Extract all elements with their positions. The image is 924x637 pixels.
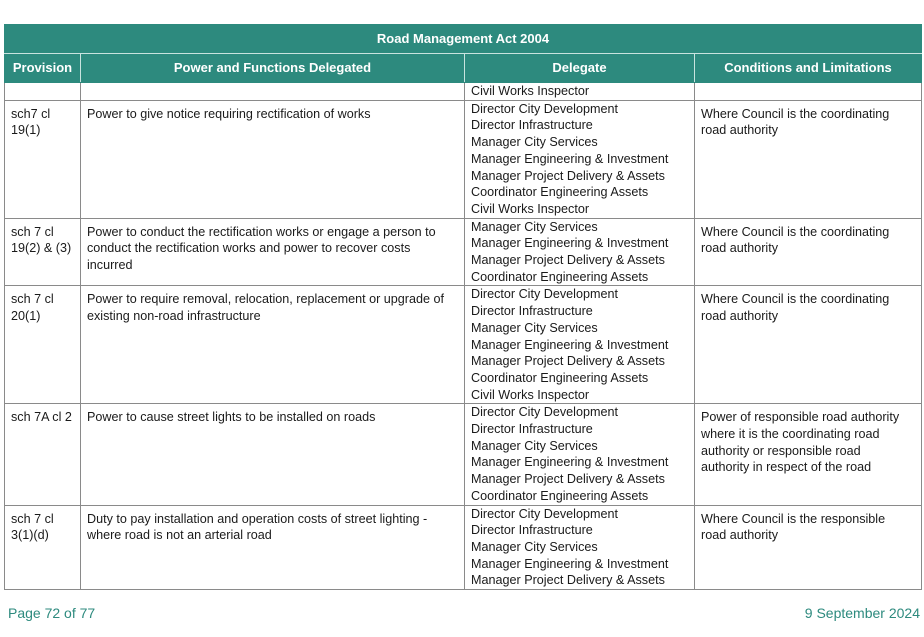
delegate-cell (465, 505, 695, 590)
page-number: Page 72 of 77 (8, 605, 96, 621)
provision-cell (5, 218, 81, 286)
table-row (5, 404, 922, 505)
conditions-cell (695, 100, 922, 218)
delegate-item: Director City Development (471, 506, 618, 521)
delegate-cell (465, 100, 695, 218)
delegate-cell (465, 404, 695, 505)
table-row (5, 218, 922, 286)
power-cell-text: Duty to pay installation and operation costs of street lighting - where road is not an arterial road (87, 511, 428, 543)
delegate-item: Manager Project Delivery & Assets (471, 472, 665, 487)
delegate-item: Director City Development (471, 287, 618, 302)
table-row (5, 286, 922, 404)
provision-cell-text: sch 7 cl 3(1)(d) (11, 511, 54, 543)
delegate-item: Coordinator Engineering Assets (471, 185, 649, 200)
header-conditions: Conditions and Limitations (695, 54, 922, 83)
power-cell (81, 83, 465, 101)
provision-cell (5, 83, 81, 101)
delegate-item: Manager City Services (471, 320, 598, 335)
power-cell (81, 404, 465, 505)
power-cell (81, 100, 465, 218)
conditions-cell-text: Where Council is the coordinating road authority (701, 106, 890, 138)
provision-cell-text: sch7 cl 19(1) (11, 106, 51, 138)
delegate-item: Manager Project Delivery & Assets (471, 168, 665, 183)
table-title: Road Management Act 2004 (5, 25, 922, 54)
conditions-cell (695, 83, 922, 101)
provision-cell (5, 100, 81, 218)
power-cell (81, 505, 465, 590)
delegate-item: Director Infrastructure (471, 422, 593, 437)
power-cell (81, 286, 465, 404)
delegate-item: Manager City Services (471, 135, 598, 150)
provision-cell-text: sch 7 cl 19(2) & (3) (11, 224, 72, 256)
header-delegate: Delegate (465, 54, 695, 83)
conditions-cell (695, 505, 922, 590)
power-cell-text: Power to conduct the rectification works or engage a person to conduct the rectification works and power to recover costs incurred (87, 224, 436, 273)
conditions-cell (695, 286, 922, 404)
delegate-item: Civil Works Inspector (471, 387, 590, 402)
delegate-item: Director City Development (471, 405, 618, 420)
provision-cell (5, 505, 81, 590)
delegate-item: Coordinator Engineering Assets (471, 488, 649, 503)
delegate-cell (465, 218, 695, 286)
conditions-cell-text: Where Council is the responsible road authority (701, 511, 886, 543)
conditions-cell (695, 404, 922, 505)
delegate-item: Manager City Services (471, 219, 598, 234)
delegate-item: Coordinator Engineering Assets (471, 269, 649, 284)
delegate-item: Director Infrastructure (471, 118, 593, 133)
provision-cell-text: sch 7 cl 20(1) (11, 292, 54, 324)
power-cell (81, 218, 465, 286)
delegate-item: Manager Engineering & Investment (471, 337, 669, 352)
delegate-item: Manager City Services (471, 438, 598, 453)
delegate-cell (465, 286, 695, 404)
conditions-cell-text: Where Council is the coordinating road authority (701, 224, 890, 256)
power-cell-text: Power to give notice requiring rectification of works (87, 106, 371, 121)
delegate-item: Civil Works Inspector (471, 201, 590, 216)
table-row (5, 100, 922, 218)
conditions-cell (695, 218, 922, 286)
table-row-continuation (5, 83, 922, 101)
delegation-table (4, 24, 922, 590)
delegate-item: Manager Project Delivery & Assets (471, 573, 665, 588)
provision-cell (5, 286, 81, 404)
delegate-item: Coordinator Engineering Assets (471, 370, 649, 385)
delegate-item: Manager Engineering & Investment (471, 151, 669, 166)
footer-date: 9 September 2024 (804, 605, 920, 621)
power-cell-text: Power to require removal, relocation, replacement or upgrade of existing non-road infrastructure (87, 292, 445, 324)
provision-cell-text: sch 7A cl 2 (11, 410, 72, 425)
delegate-item: Manager Engineering & Investment (471, 236, 669, 251)
header-provision: Provision (5, 54, 81, 83)
power-cell-text: Power to cause street lights to be installed on roads (87, 410, 376, 425)
delegate-item: Director Infrastructure (471, 523, 593, 538)
delegate-item: Civil Works Inspector (471, 84, 590, 98)
delegate-item: Manager Engineering & Investment (471, 455, 669, 470)
header-power: Power and Functions Delegated (81, 54, 465, 83)
provision-cell (5, 404, 81, 505)
delegate-item: Manager Engineering & Investment (471, 556, 669, 571)
delegate-item: Manager Project Delivery & Assets (471, 354, 665, 369)
conditions-cell-text: Where Council is the coordinating road authority (701, 292, 890, 324)
delegate-item: Manager City Services (471, 539, 598, 554)
delegate-item: Director City Development (471, 101, 618, 116)
delegate-cell (465, 83, 695, 101)
table-row (5, 505, 922, 590)
delegate-item: Director Infrastructure (471, 304, 593, 319)
conditions-cell-text: Power of responsible road authority where it is the coordinating road authority or responsible road authority in respect of the road (701, 410, 900, 475)
delegate-item: Manager Project Delivery & Assets (471, 253, 665, 268)
